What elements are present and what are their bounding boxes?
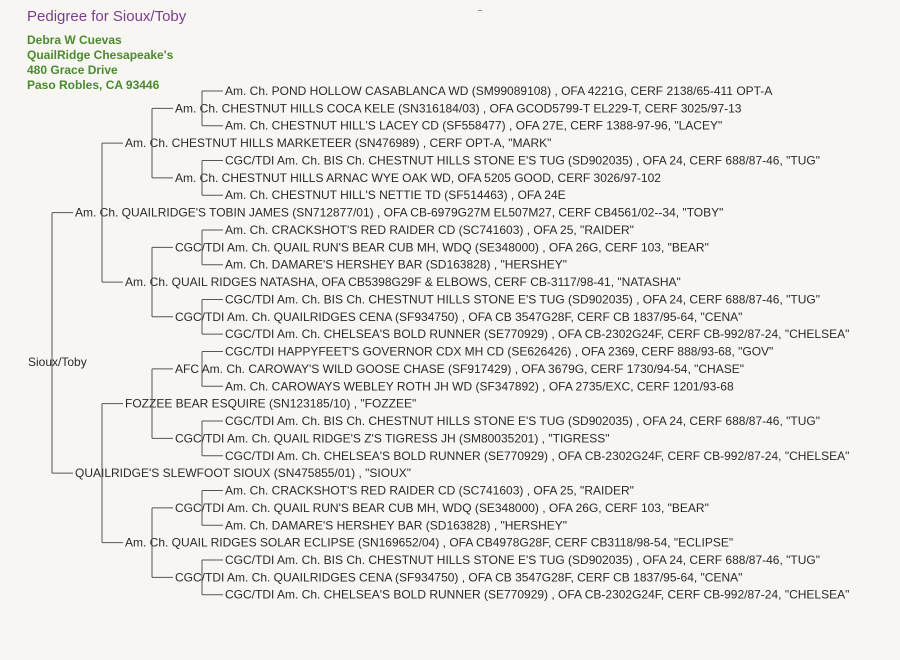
pedigree-entry-gen3: AFC Am. Ch. CAROWAY'S WILD GOOSE CHASE (SF917429) , OFA 3679G, CERF 1730/94-54, "CHASE" <box>175 361 744 376</box>
pedigree-entry-gen2: Am. Ch. CHESTNUT HILLS MARKETEER (SN476989) , CERF OPT-A, "MARK" <box>125 136 552 151</box>
kennel-name: QuailRidge Chesapeake's <box>27 48 174 62</box>
pedigree-entry-gen4: Am. Ch. CAROWAYS WEBLEY ROTH JH WD (SF347892) , OFA 2735/EXC, CERF 1201/93-68 <box>225 379 734 394</box>
pedigree-entry-gen2: FOZZEE BEAR ESQUIRE (SN123185/10) , "FOZZEE" <box>125 396 417 411</box>
pedigree-entry-gen4: CGC/TDI Am. Ch. CHELSEA'S BOLD RUNNER (SE770929) , OFA CB-2302G24F, CERF CB-992/87-24, "CHELSEA" <box>225 587 850 602</box>
pedigree-entry-gen4: CGC/TDI Am. Ch. CHELSEA'S BOLD RUNNER (SE770929) , OFA CB-2302G24F, CERF CB-992/87-24, "CHELSEA" <box>225 327 850 342</box>
pedigree-entry-gen4: CGC/TDI Am. Ch. BIS Ch. CHESTNUT HILLS STONE E'S TUG (SD902035) , OFA 24, CERF 688/87-46, "TUG" <box>225 153 820 168</box>
pedigree-entry-gen3: Am. Ch. CHESTNUT HILLS ARNAC WYE OAK WD, OFA 5205 GOOD, CERF 3026/97-102 <box>175 170 661 185</box>
pedigree-entry-gen3: CGC/TDI Am. Ch. QUAIL RUN'S BEAR CUB MH, WDQ (SE348000) , OFA 26G, CERF 103, "BEAR" <box>175 500 709 515</box>
pedigree-entry-gen2: Am. Ch. QUAIL RIDGES NATASHA, OFA CB5398G29F & ELBOWS, CERF CB-3117/98-41, "NATASHA" <box>125 275 681 290</box>
pedigree-entry-gen3: CGC/TDI Am. Ch. QUAILRIDGES CENA (SF934750) , OFA CB 3547G28F, CERF CB 1837/95-64, "CENA" <box>175 309 743 324</box>
city-state-zip: Paso Robles, CA 93446 <box>27 78 160 92</box>
pedigree-entry-gen4: CGC/TDI Am. Ch. BIS Ch. CHESTNUT HILLS STONE E'S TUG (SD902035) , OFA 24, CERF 688/87-46, "TUG" <box>225 552 820 567</box>
pedigree-entry-gen4: Am. Ch. CRACKSHOT'S RED RAIDER CD (SC741603) , OFA 25, "RAIDER" <box>225 222 634 237</box>
pedigree-entry-gen4: Am. Ch. CHESTNUT HILL'S NETTIE TD (SF514463) , OFA 24E <box>225 188 566 203</box>
pedigree-entry-gen4: CGC/TDI HAPPYFEET'S GOVERNOR CDX MH CD (SE626426) , OFA 2369, CERF 888/93-68, "GOV" <box>225 344 774 359</box>
pedigree-entry-gen3: CGC/TDI Am. Ch. QUAILRIDGES CENA (SF934750) , OFA CB 3547G28F, CERF CB 1837/95-64, "CENA" <box>175 570 743 585</box>
pedigree-entry-gen4: Am. Ch. DAMARE'S HERSHEY BAR (SD163828) , "HERSHEY" <box>225 518 568 533</box>
subject-name: Sioux/Toby <box>28 355 87 369</box>
page-title: Pedigree for Sioux/Toby <box>27 8 187 25</box>
pedigree-entry-gen4: Am. Ch. CRACKSHOT'S RED RAIDER CD (SC741603) , OFA 25, "RAIDER" <box>225 483 634 498</box>
pedigree-entry-gen3: CGC/TDI Am. Ch. QUAIL RUN'S BEAR CUB MH, WDQ (SE348000) , OFA 26G, CERF 103, "BEAR" <box>175 240 709 255</box>
pedigree-entry-gen4: Am. Ch. POND HOLLOW CASABLANCA WD (SM99089108) , OFA 4221G, CERF 2138/65-411 OPT-A <box>225 84 773 98</box>
pedigree-entry-gen3: CGC/TDI Am. Ch. QUAIL RIDGE'S Z'S TIGRESS JH (SM80035201) , "TIGRESS" <box>175 431 610 446</box>
pedigree-entry-gen4: CGC/TDI Am. Ch. BIS Ch. CHESTNUT HILLS STONE E'S TUG (SD902035) , OFA 24, CERF 688/87-46, "TUG" <box>225 414 820 429</box>
pedigree-entry-gen1: Am. Ch. QUAILRIDGE'S TOBIN JAMES (SN712877/01) , OFA CB-6979G27M EL507M27, CERF CB4561/02--34, "TOBY" <box>75 205 724 220</box>
pedigree-entry-gen4: CGC/TDI Am. Ch. CHELSEA'S BOLD RUNNER (SE770929) , OFA CB-2302G24F, CERF CB-992/87-24, "CHELSEA" <box>225 448 850 463</box>
pedigree-entry-gen4: Am. Ch. DAMARE'S HERSHEY BAR (SD163828) , "HERSHEY" <box>225 257 568 272</box>
pedigree-entry-gen3: Am. Ch. CHESTNUT HILLS COCA KELE (SN316184/03) , OFA GCOD5799-T EL229-T, CERF 3025/97-13 <box>175 101 742 116</box>
pedigree-entry-gen4: Am. Ch. CHESTNUT HILL'S LACEY CD (SF558477) , OFA 27E, CERF 1388-97-96, "LACEY" <box>225 118 723 133</box>
pedigree-entry-gen1: QUAILRIDGE'S SLEWFOOT SIOUX (SN475855/01) , "SIOUX" <box>75 466 412 481</box>
pedigree-entry-gen4: CGC/TDI Am. Ch. BIS Ch. CHESTNUT HILLS STONE E'S TUG (SD902035) , OFA 24, CERF 688/87-46, "TUG" <box>225 292 820 307</box>
owner-name: Debra W Cuevas <box>27 33 122 47</box>
street-address: 480 Grace Drive <box>27 63 118 77</box>
pedigree-entry-gen2: Am. Ch. QUAIL RIDGES SOLAR ECLIPSE (SN169652/04) , OFA CB4978G28F, CERF CB3118/98-54, "ECLIPSE" <box>125 535 734 550</box>
